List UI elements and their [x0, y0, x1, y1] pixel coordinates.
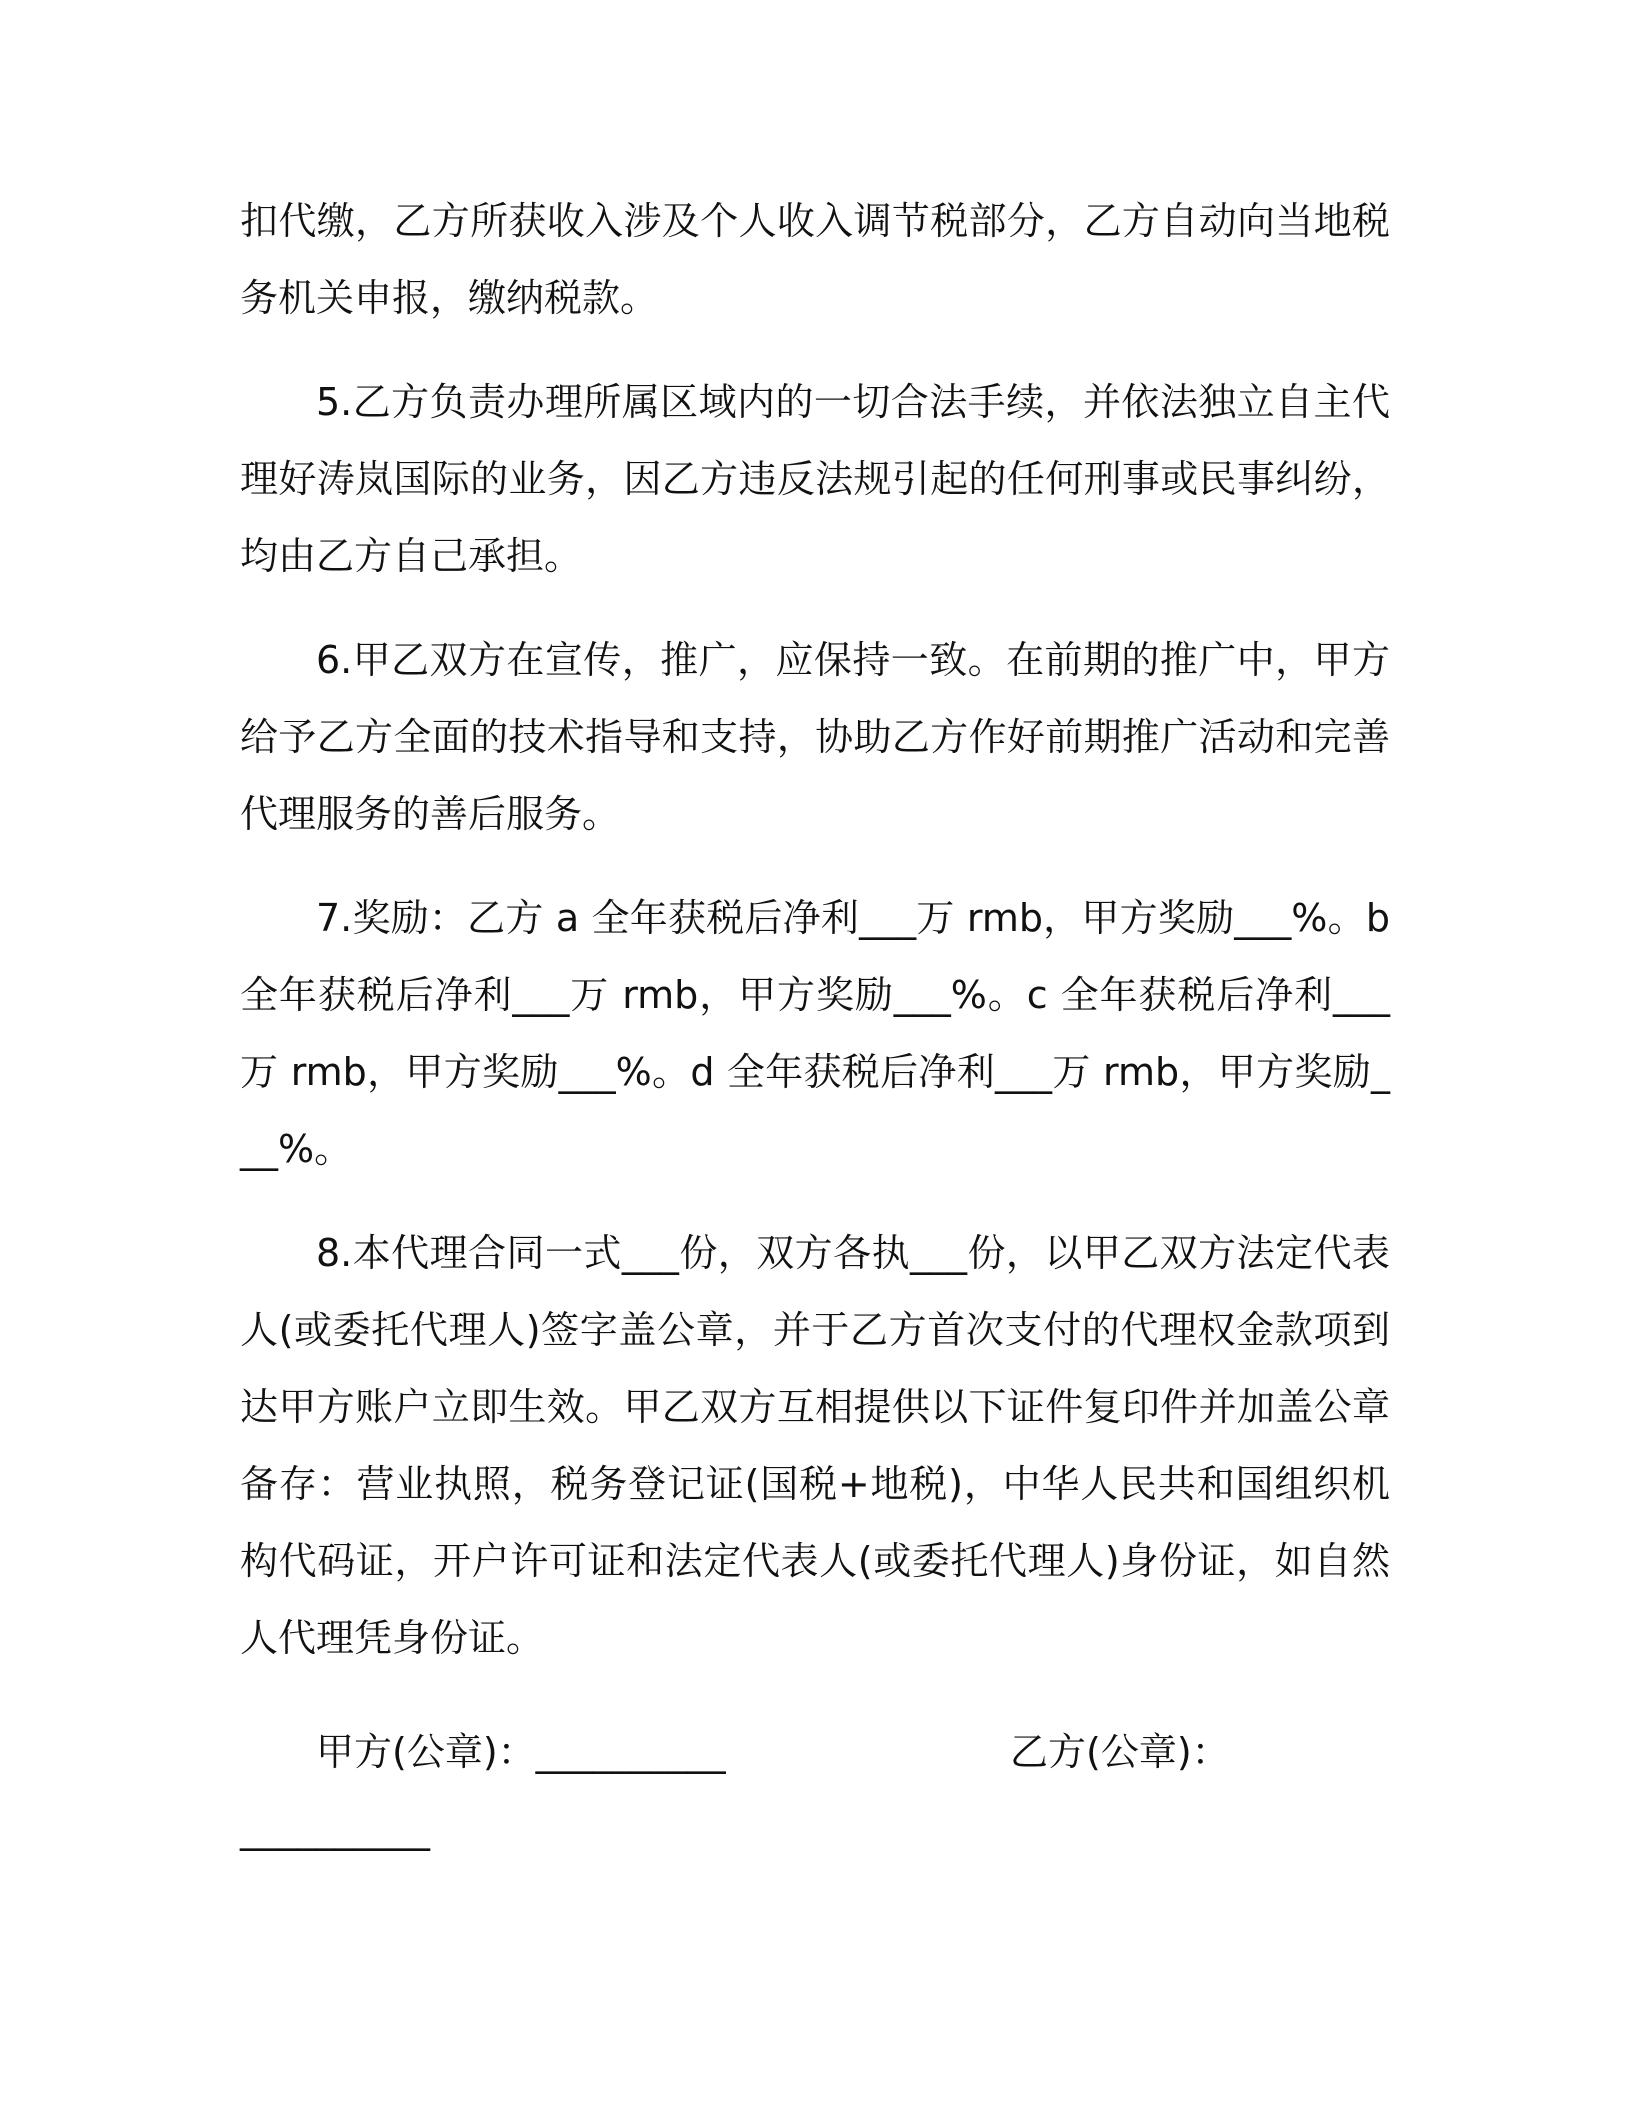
party-b-seal-line: __________: [240, 1807, 430, 1851]
party-b-seal-label: 乙方(公章)：: [1010, 1730, 1230, 1774]
signature-block: [240, 1714, 1390, 1874]
paragraph-clause-6: 6.甲乙双方在宣传，推广，应保持一致。在前期的推广中，甲方给予乙方全面的技术指导和支持，协助乙方作好前期推广活动和完善代理服务的善后服务。: [240, 638, 1390, 836]
party-a-seal-line: 甲方(公章)：__________: [316, 1730, 726, 1774]
paragraph-clause-7: 7.奖励：乙方 a 全年获税后净利___万 rmb，甲方奖励___%。b 全年获税后净利___万 rmb，甲方奖励___%。c 全年获税后净利___万 rmb，甲方奖励___%。d 全年获税后净利___万 rmb，甲方奖励___%。: [240, 896, 1390, 1171]
paragraph-clause-8: 8.本代理合同一式___份，双方各执___份，以甲乙双方法定代表人(或委托代理人)签字盖公章，并于乙方首次支付的代理权金款项到达甲方账户立即生效。甲乙双方互相提供以下证件复印件并加盖公章备存：营业执照，税务登记证(国税+地税)，中华人民共和国组织机构代码证，开户许可证和法定代表人(或委托代理人)身份证，如自然人代理凭身份证。: [240, 1231, 1390, 1660]
paragraph-tax-continuation: 扣代缴，乙方所获收入涉及个人收入调节税部分，乙方自动向当地税务机关申报，缴纳税款。: [240, 199, 1390, 320]
contract-body: [240, 183, 1390, 1704]
paragraph-clause-5: 5.乙方负责办理所属区域内的一切合法手续，并依法独立自主代理好涛岚国际的业务，因乙方违反法规引起的任何刑事或民事纠纷，均由乙方自己承担。: [240, 380, 1390, 578]
